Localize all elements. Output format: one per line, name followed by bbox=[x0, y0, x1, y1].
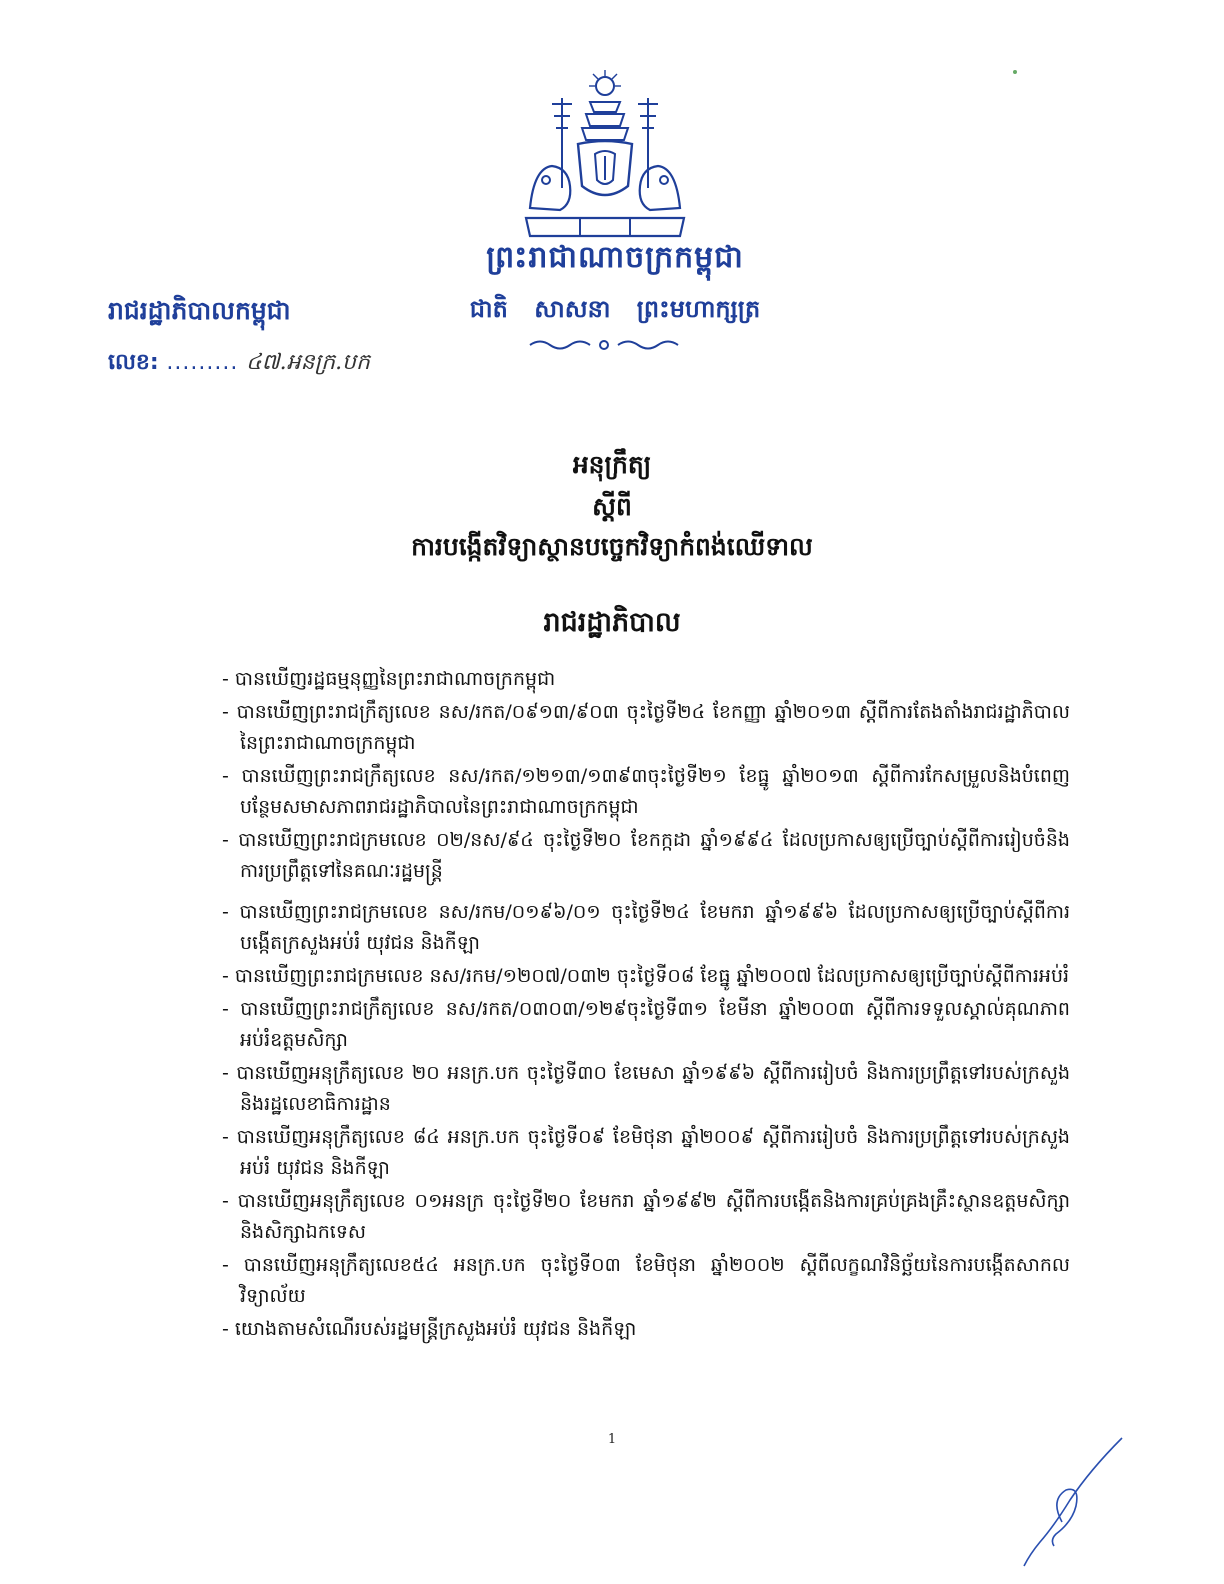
decree-type-title: អនុក្រឹត្យ bbox=[572, 450, 652, 479]
list-item: - បានឃើញអនុក្រឹត្យលេខ៥៤ អនក្រ.បក ចុះថ្ងៃទី០៣ ខែមិថុនា ឆ្នាំ២០០២ ស្តីពីលក្ខណវិនិច្ឆ័យនៃការបង្កើតសាកលវិទ្យាល័យ bbox=[222, 1250, 1070, 1312]
list-item: - បានឃើញព្រះរាជក្រមលេខ ០២/នស/៩៤ ចុះថ្ងៃទី២០ ខែកក្កដា ឆ្នាំ១៩៩៤ ដែលប្រកាសឲ្យប្រើច្បាប់ស្តីពីការរៀបចំនិងការប្រព្រឹត្តទៅនៃគណៈរដ្ឋមន្ត្រី bbox=[222, 825, 1070, 887]
references-list bbox=[222, 664, 1070, 1347]
list-item: - បានឃើញព្រះរាជក្រឹត្យលេខ នស/រកត/០៩១៣/៩០៣ ចុះថ្ងៃទី២៤ ខែកញ្ញា ឆ្នាំ២០១៣ ស្តីពីការតែងតាំងរាជរដ្ឋាភិបាលនៃព្រះរាជាណាចក្រកម្ពុជា bbox=[222, 697, 1070, 759]
national-motto bbox=[430, 294, 800, 329]
motto-king: ព្រះមហាក្សត្រ bbox=[636, 295, 761, 323]
list-item: - យោងតាមសំណើរបស់រដ្ឋមន្ត្រីក្រសួងអប់រំ យុវជន និងកីឡា bbox=[222, 1314, 1070, 1345]
number-dots: ......... bbox=[166, 350, 239, 375]
number-label: លេខ: bbox=[108, 350, 159, 375]
number-value: ៤៧.អនក្រ.បក bbox=[246, 350, 370, 375]
decree-subject: ការបង្កើតវិទ្យាស្ថានបច្ចេកវិទ្យាកំពង់ឈើទាល bbox=[411, 532, 813, 561]
list-item: - បានឃើញព្រះរាជក្រឹត្យលេខ នស/រកត/០៣០៣/១២៩ចុះថ្ងៃទី៣១ ខែមីនា ឆ្នាំ២០០៣ ស្តីពីការទទួលស្គាល់គុណភាពអប់រំឧត្តមសិក្សា bbox=[222, 994, 1070, 1056]
royal-coat-of-arms-icon bbox=[520, 68, 690, 240]
list-item: - បានឃើញអនុក្រឹត្យលេខ ៨៤ អនក្រ.បក ចុះថ្ងៃទី០៩ ខែមិថុនា ឆ្នាំ២០០៩ ស្តីពីការរៀបចំ និងការប្រព្រឹត្តទៅរបស់ក្រសួងអប់រំ យុវជន និងកីឡា bbox=[222, 1122, 1070, 1184]
list-item: - បានឃើញអនុក្រឹត្យលេខ ០១អនក្រ ចុះថ្ងៃទី២០ ខែមករា ឆ្នាំ១៩៩២ ស្តីពីការបង្កើតនិងការគ្រប់គ្រងគ្រឹះស្ថានឧត្តមសិក្សានិងសិក្សាឯកទេស bbox=[222, 1186, 1070, 1248]
issuing-government: រាជរដ្ឋាភិបាលកម្ពុជា bbox=[108, 296, 291, 325]
subject-label: ស្តីពី bbox=[592, 492, 632, 521]
kingdom-title: ព្រះរាជាណាចក្រកម្ពុជា bbox=[486, 240, 744, 275]
list-item: - បានឃើញព្រះរាជក្រឹត្យលេខ នស/រកត/១២១៣/១៣៩៣ចុះថ្ងៃទី២១ ខែធ្នូ ឆ្នាំ២០១៣ ស្តីពីការកែសម្រួលនិងបំពេញបន្ថែមសមាសភាពរាជរដ្ឋាភិបាលនៃព្រះរាជាណាចក្រកម្ពុជា bbox=[222, 761, 1070, 823]
list-item: - បានឃើញអនុក្រឹត្យលេខ ២០ អនក្រ.បក ចុះថ្ងៃទី៣០ ខែមេសា ឆ្នាំ១៩៩៦ ស្តីពីការរៀបចំ និងការប្រព្រឹត្តទៅរបស់ក្រសួងនិងរដ្ឋលេខាធិការដ្ឋាន bbox=[222, 1058, 1070, 1120]
motto-religion: សាសនា bbox=[534, 295, 611, 323]
scan-speck bbox=[1013, 70, 1017, 74]
government-heading: រាជរដ្ឋាភិបាល bbox=[543, 607, 681, 638]
list-item: - បានឃើញរដ្ឋធម្មនុញ្ញនៃព្រះរាជាណាចក្រកម្ពុជា bbox=[222, 664, 1070, 695]
motto-nation: ជាតិ bbox=[469, 295, 508, 323]
signature-icon bbox=[1010, 1430, 1130, 1570]
list-item: - បានឃើញព្រះរាជក្រមលេខ នស/រកម/០១៩៦/០១ ចុះថ្ងៃទី២៤ ខែមករា ឆ្នាំ១៩៩៦ ដែលប្រកាសឲ្យប្រើច្បាប់ស្តីពីការបង្កើតក្រសួងអប់រំ យុវជន និងកីឡា bbox=[222, 897, 1070, 959]
list-item: - បានឃើញព្រះរាជក្រមលេខ នស/រកម/១២០៧/០៣២ ចុះថ្ងៃទី០៨ ខែធ្នូ ឆ្នាំ២០០៧ ដែលប្រកាសឲ្យប្រើច្បាប់ស្តីពីការអប់រំ bbox=[222, 961, 1070, 992]
ornament-divider-icon bbox=[528, 336, 680, 354]
page-number: 1 bbox=[607, 1432, 617, 1447]
document-number bbox=[108, 348, 370, 380]
